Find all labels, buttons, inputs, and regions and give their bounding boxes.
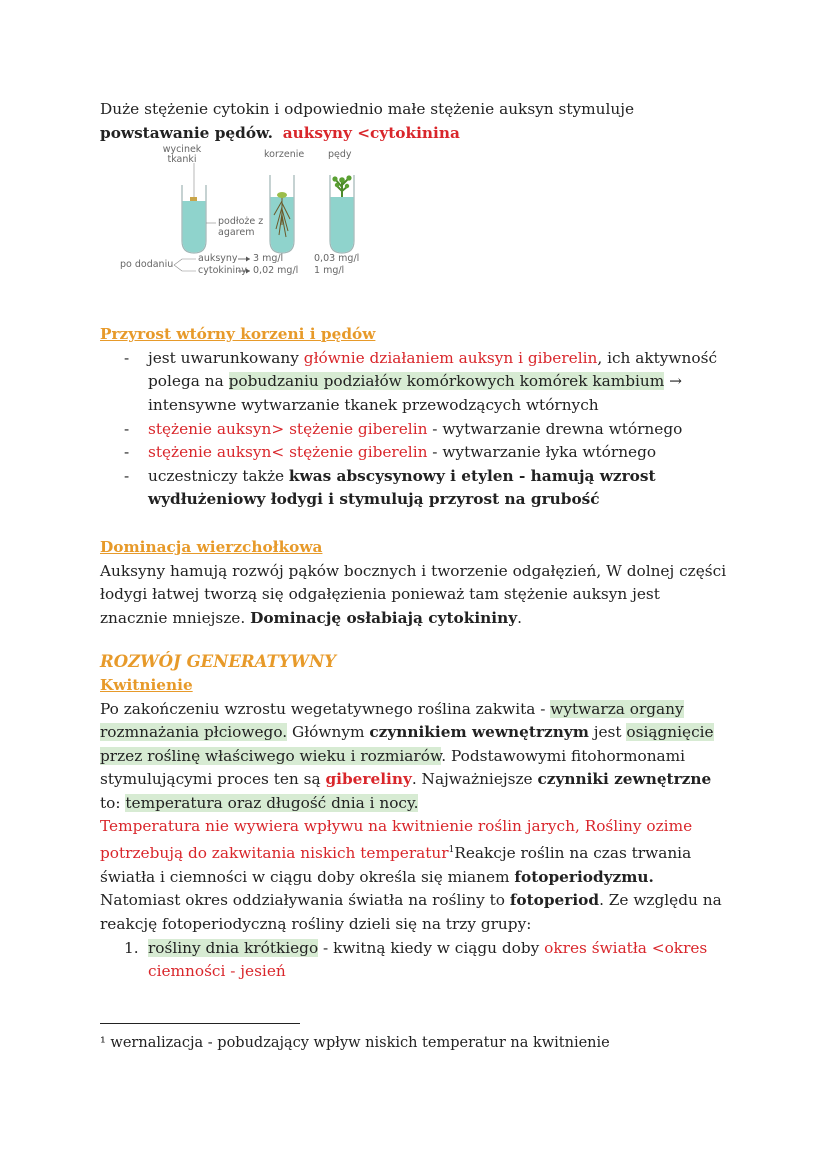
text: jest — [588, 723, 627, 742]
photoperiod-paragraph — [100, 815, 728, 936]
list-item: - jest uwarunkowany głównie działaniem auksyn i giberelin, ich aktywność polega na pobudzaniu podziałów komórkowych komórek kambium → intensywne wytwarzanie tkanek przewodzących wtórnych — [124, 348, 718, 414]
figure-label-roots: korzenie — [264, 149, 305, 161]
bullet-bold-text: kwas abscysynowy i etylen - hamują wzrost wydłużeniowy łodygi i stymulują przyrost na grubość — [148, 466, 656, 509]
bold-text: fotoperiod — [509, 891, 600, 910]
footnote-ref: 1 — [448, 845, 455, 856]
intro-paragraph — [100, 98, 728, 145]
list-item: - stężenie auksyn> stężenie giberelin - wytwarzanie drewna wtórnego — [124, 419, 683, 438]
apical-text: Auksyny hamują rozwój pąków bocznych i tworzenie odgałęzień, W dolnej części łodygi łatwej tworzą się odgałęzienia ponieważ tam stężenie auksyn jest znacznie mniejsze. — [100, 561, 727, 627]
bold-text: czynniki zewnętrzne — [537, 770, 712, 789]
list-item: - uczestniczy także kwas abscysynowy i etylen - hamują wzrost wydłużeniowy łodygi i stymulują przyrost na grubość — [124, 466, 656, 509]
figure-label-cytokinins: cytokininy — [198, 265, 247, 277]
test-tube-figure — [116, 144, 376, 281]
text: Reakcje roślin na czas trwania światła i ciemności w ciągu doby określa się mianem — [100, 844, 692, 886]
tube-roots — [270, 175, 294, 253]
footnote-text: wernalizacja - pobudzający wpływ niskich temperatur na kwitnienie — [105, 1035, 610, 1051]
footnote — [100, 1032, 610, 1054]
figure-label-explant: wycinek tkanki — [162, 144, 202, 166]
bullet-highlight: pobudzaniu podziałów komórkowych komórek kambium — [228, 372, 665, 391]
secondary-growth-heading: Przyrost wtórny korzeni i pędów — [100, 325, 376, 344]
figure-label-auxins: auksyny — [198, 253, 238, 265]
bullet-red-text: stężenie auksyn< stężenie giberelin — [148, 443, 428, 462]
bullet-text: - wytwarzanie drewna wtórnego — [427, 419, 683, 438]
apical-end: . — [517, 608, 522, 627]
figure-value-cytokinin-1: 0,02 mg/l — [253, 265, 299, 277]
tube-shoots — [330, 175, 354, 253]
tube-explant — [182, 163, 206, 253]
text: . Najważniejsze — [411, 770, 538, 789]
red-bold-text: gibereliny — [325, 770, 412, 789]
list-item: - stężenie auksyn< stężenie giberelin - wytwarzanie łyka wtórnego — [124, 443, 657, 462]
bold-text: fotoperiodyzmu. — [514, 867, 654, 886]
figure-value-cytokinin-2: 1 mg/l — [314, 265, 345, 277]
list-item — [100, 937, 728, 984]
intro-bold: powstawanie pędów. — [100, 123, 274, 142]
document-page — [100, 98, 728, 984]
text: Głównym — [287, 723, 370, 742]
bullet-text: jest uwarunkowany — [148, 348, 304, 367]
apical-dominance-paragraph — [100, 560, 728, 631]
apical-dominance-heading: Dominacja wierzchołkowa — [100, 537, 323, 556]
intro-text: Duże stężenie cytokin i odpowiednio małe stężenie auksyn stymuluje — [100, 100, 635, 118]
text: Po zakończeniu wzrostu wegetatywnego roślina zakwita - — [100, 699, 551, 718]
bullet-red-text: stężenie auksyn> stężenie giberelin — [148, 419, 428, 438]
generative-heading: ROZWÓJ GENERATYWNY — [100, 652, 336, 672]
red-text: Temperatura nie wywiera wpływu na kwitnienie roślin jarych, Rośliny ozime potrzebują do zakwitania niskich temperatur — [100, 817, 693, 863]
footnote-divider — [100, 1023, 300, 1024]
highlight: osiągnięcie przez roślinę właściwego wieku i rozmiarów — [100, 723, 714, 765]
bold-text: czynnikiem wewnętrznym — [369, 723, 589, 742]
bullet-text: → intensywne wytwarzanie tkanek przewodzących wtórnych — [148, 372, 682, 414]
apical-bold: Dominację osłabiają cytokininy — [250, 608, 518, 627]
secondary-growth-list — [100, 347, 728, 512]
flowering-heading: Kwitnienie — [100, 675, 193, 694]
bullet-text: - wytwarzanie łyka wtórnego — [427, 443, 657, 462]
flowering-paragraph — [100, 698, 728, 816]
highlight: temperatura oraz długość dnia i nocy. — [125, 793, 419, 812]
highlight: wytwarza organy rozmnażania płciowego. — [100, 699, 684, 742]
list-number: 1. — [124, 938, 139, 957]
text: . Podstawowymi fitohormonami stymulującymi proces ten są — [100, 746, 686, 789]
bullet-text: , ich aktywność polega na — [148, 348, 718, 391]
figure-value-auxin-2: 0,03 mg/l — [314, 253, 360, 265]
plant-groups-list — [100, 937, 728, 984]
intro-red: auksyny <cytokinina — [282, 123, 460, 142]
figure-label-shoots: pędy — [328, 149, 352, 161]
list-text: - kwitną kiedy w ciągu doby — [318, 938, 545, 957]
list-red-text: okres światła <okres ciemności - jesień — [148, 938, 708, 981]
text: . Ze względu na reakcję fotoperiodyczną rośliny dzieli się na trzy grupy: — [100, 891, 722, 933]
bullet-text: uczestniczy także — [148, 466, 289, 485]
figure-value-auxin-1: 3 mg/l — [253, 253, 284, 265]
figure-label-medium: podłoże z agarem — [218, 216, 264, 238]
footnote-mark: ¹ — [100, 1035, 106, 1051]
text: to: — [100, 793, 126, 812]
list-highlight: rośliny dnia krótkiego — [148, 938, 319, 957]
bullet-red-text: głównie działaniem auksyn i giberelin — [303, 348, 598, 367]
text: Natomiast okres oddziaływania światła na rośliny to — [100, 891, 510, 910]
figure-label-after: po dodaniu — [120, 259, 174, 271]
